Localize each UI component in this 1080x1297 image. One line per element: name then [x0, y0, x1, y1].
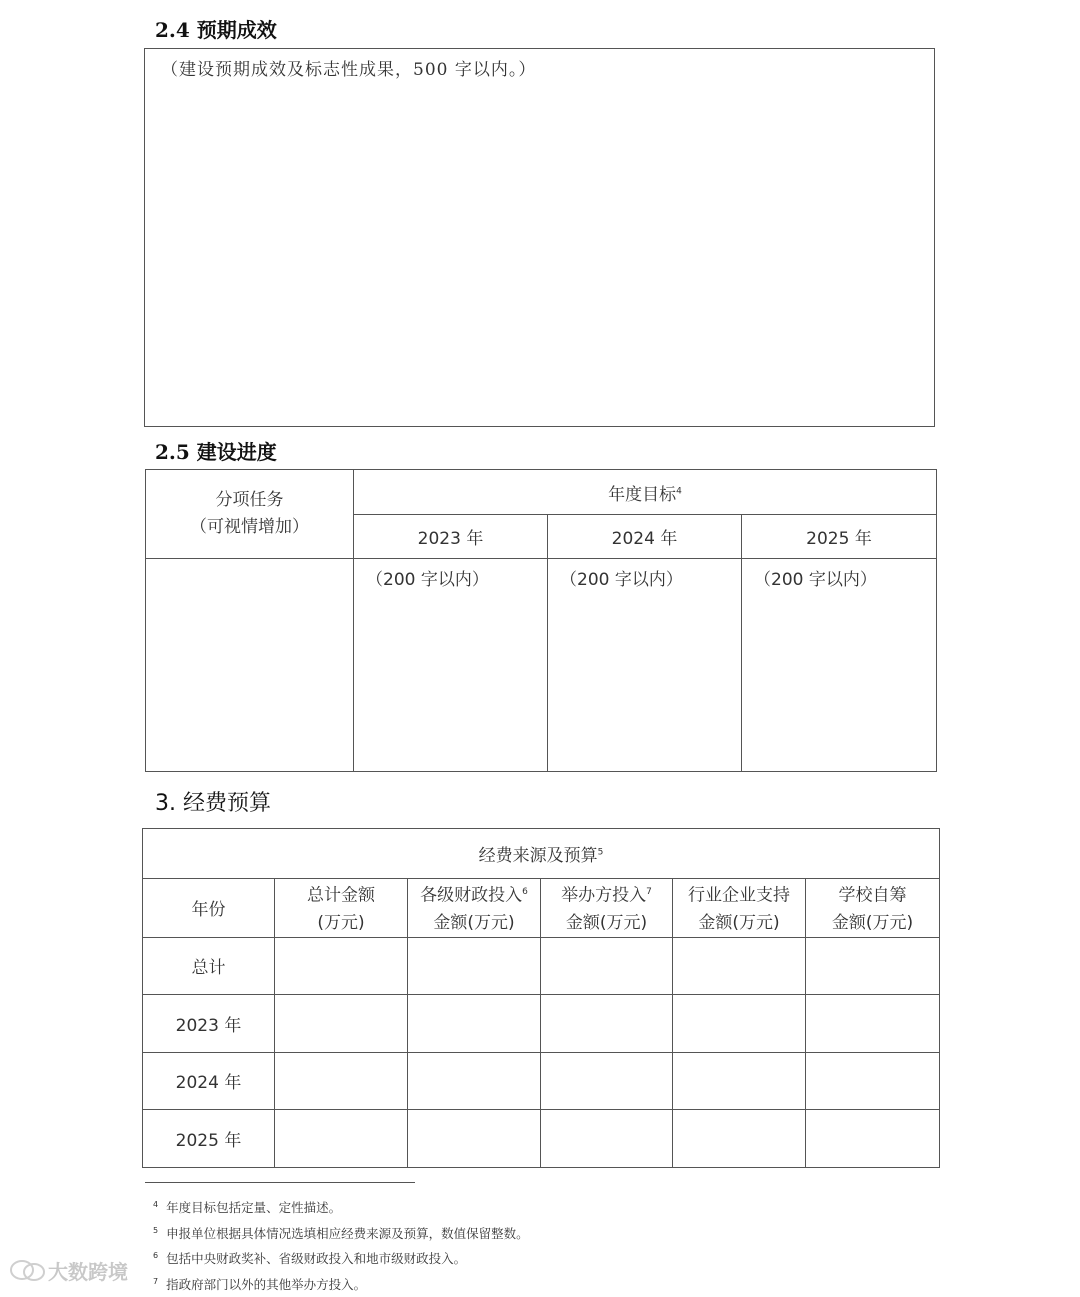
- budget-input-cell[interactable]: [275, 994, 408, 1052]
- col-total-amount-line2: (万元): [317, 912, 365, 933]
- budget-input-cell[interactable]: [673, 1052, 806, 1109]
- row-label-2024: 2024 年: [143, 1052, 275, 1109]
- col-industry-funding-line1: 行业企业支持: [688, 885, 790, 906]
- budget-input-cell[interactable]: [541, 1109, 673, 1167]
- footnote-text: 年度目标包括定量、定性描述。: [166, 1200, 342, 1216]
- footnote-num: 6: [153, 1251, 159, 1261]
- col-sponsor-funding-line1: 举办方投入: [561, 885, 647, 906]
- task-input-cell[interactable]: [146, 559, 354, 772]
- col-total-amount-line1: 总计金额: [307, 885, 375, 906]
- year-header-2023: 2023 年: [354, 515, 548, 559]
- budget-title: 经费来源及预算: [478, 846, 598, 866]
- budget-input-cell[interactable]: [275, 1052, 408, 1109]
- annual-goal-label: 年度目标: [608, 484, 677, 505]
- task-header-line1: 分项任务: [215, 490, 284, 510]
- row-label-2025: 2025 年: [143, 1109, 275, 1167]
- budget-input-cell[interactable]: [275, 937, 408, 994]
- table-row: [143, 1052, 940, 1109]
- col-total-amount: [275, 879, 408, 938]
- budget-input-cell[interactable]: [541, 1052, 673, 1109]
- col-sponsor-funding: [541, 879, 673, 938]
- table-row: [143, 1109, 940, 1167]
- section-3-heading: 3. 经费预算: [155, 791, 271, 816]
- col-industry-funding: [673, 879, 806, 938]
- goal-cell-2023[interactable]: （200 字以内）: [354, 559, 548, 772]
- footnotes: [153, 1194, 529, 1297]
- task-header-cell: [146, 470, 354, 559]
- col-industry-funding-line2: 金额(万元): [698, 912, 780, 933]
- col-school-funding-line2: 金额(万元): [831, 912, 914, 933]
- col-government-funding-line1: 各级财政投入: [420, 885, 523, 906]
- col-school-funding-line1: 学校自筹: [838, 885, 907, 906]
- section-2-5-heading: 2.5 建设进度: [155, 440, 277, 464]
- footnote-text: 指政府部门以外的其他举办方投入。: [166, 1277, 367, 1293]
- budget-input-cell[interactable]: [673, 937, 806, 994]
- budget-input-cell[interactable]: [541, 994, 673, 1052]
- footnote-text: 申报单位根据具体情况选填相应经费来源及预算，数值保留整数。: [166, 1225, 529, 1241]
- budget-input-cell[interactable]: [408, 1052, 541, 1109]
- year-header-2025: 2025 年: [742, 515, 937, 559]
- budget-title-sup: 5: [597, 847, 604, 858]
- watermark: [8, 1256, 128, 1285]
- expected-outcome-box[interactable]: [144, 48, 935, 427]
- budget-input-cell[interactable]: [408, 994, 541, 1052]
- schedule-table: [145, 469, 937, 772]
- col-government-funding-line2: 金额(万元): [433, 912, 515, 933]
- goal-cell-2024[interactable]: （200 字以内）: [548, 559, 742, 772]
- budget-input-cell[interactable]: [275, 1109, 408, 1167]
- footnote: [153, 1194, 529, 1220]
- footnote-divider: [145, 1182, 415, 1183]
- footnote-text: 包括中央财政奖补、省级财政投入和地市级财政投入。: [166, 1251, 467, 1267]
- outcome-box-note: （建设预期成效及标志性成果，500 字以内。）: [161, 60, 537, 80]
- section-2-4-heading: 2.4 预期成效: [155, 18, 277, 42]
- budget-title-cell: [143, 829, 940, 879]
- table-row: [143, 994, 940, 1052]
- year-header-2024: 2024 年: [548, 515, 742, 559]
- budget-input-cell[interactable]: [806, 1052, 940, 1109]
- goal-cell-2025[interactable]: （200 字以内）: [742, 559, 937, 772]
- col-school-funding: [806, 879, 940, 938]
- budget-input-cell[interactable]: [806, 937, 940, 994]
- footnote-num: 4: [153, 1200, 159, 1209]
- row-label-total: 总计: [143, 937, 275, 994]
- budget-input-cell[interactable]: [673, 1109, 806, 1167]
- footnote: [153, 1271, 529, 1297]
- watermark-text: 大数跨境: [48, 1260, 128, 1284]
- chat-bubble-icon: [8, 1258, 48, 1284]
- footnote-num: 7: [153, 1276, 159, 1286]
- budget-table: [142, 828, 940, 1168]
- col-sponsor-funding-line2: 金额(万元): [565, 912, 648, 933]
- budget-input-cell[interactable]: [806, 1109, 940, 1167]
- col-sponsor-funding-sup: 7: [646, 887, 652, 897]
- footnote-num: 5: [153, 1225, 159, 1235]
- annual-goal-sup: 4: [676, 485, 682, 496]
- annual-goal-header: [354, 470, 937, 515]
- year-column-header: 年份: [143, 879, 275, 938]
- budget-input-cell[interactable]: [408, 937, 541, 994]
- row-label-2023: 2023 年: [143, 994, 275, 1052]
- budget-input-cell[interactable]: [806, 994, 940, 1052]
- footnote: [153, 1245, 529, 1271]
- footnote: [153, 1220, 529, 1246]
- col-government-funding: [408, 879, 541, 938]
- budget-input-cell[interactable]: [541, 937, 673, 994]
- task-header-line2: （可视情增加）: [190, 517, 309, 537]
- table-row: [143, 937, 940, 994]
- col-government-funding-sup: 6: [522, 887, 528, 897]
- budget-input-cell[interactable]: [673, 994, 806, 1052]
- budget-input-cell[interactable]: [408, 1109, 541, 1167]
